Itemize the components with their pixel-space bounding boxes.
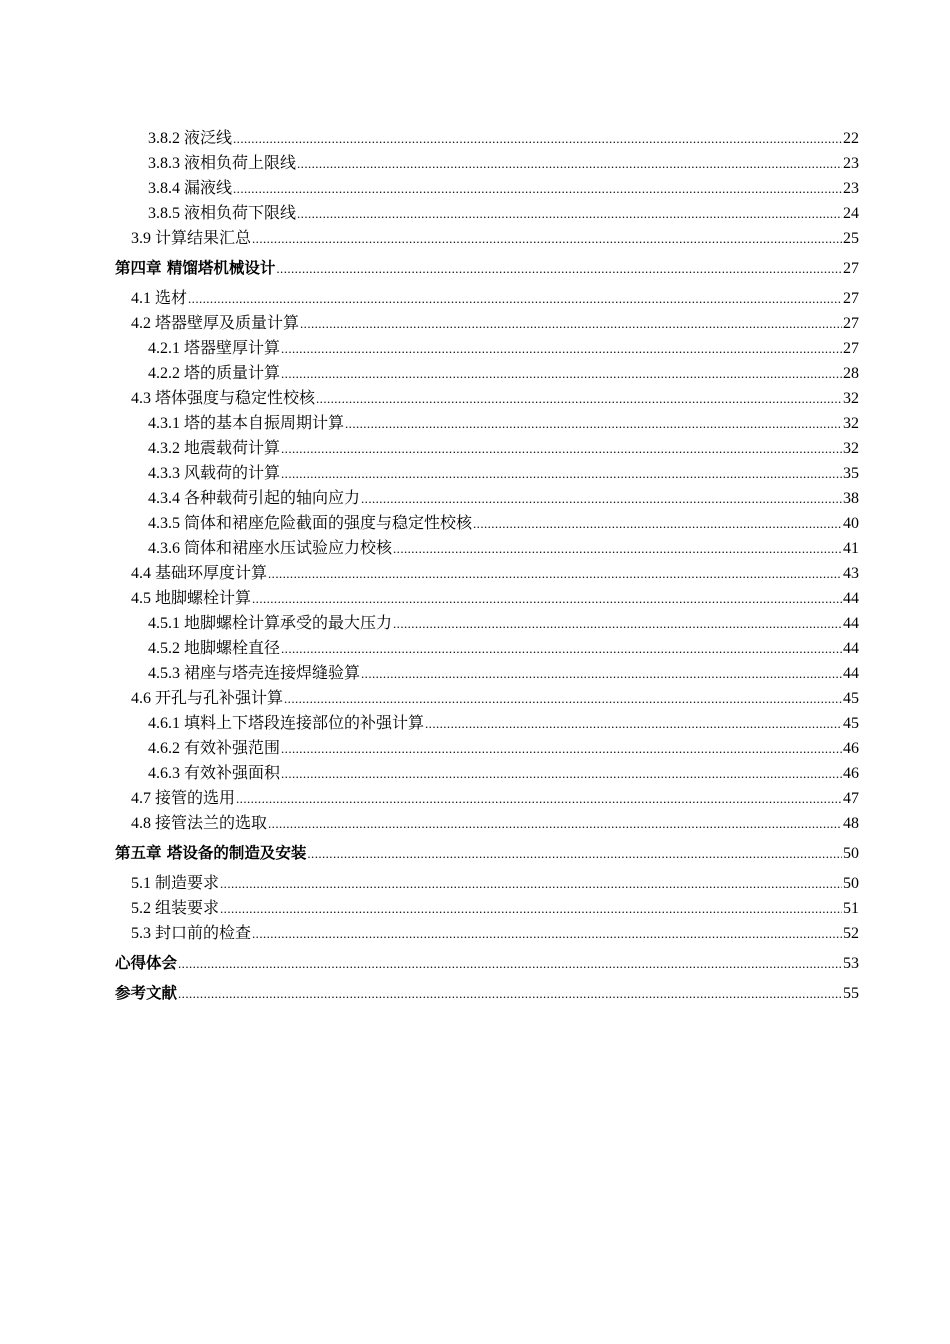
toc-dot-leader <box>473 511 842 536</box>
toc-entry-29[interactable] <box>115 871 859 896</box>
toc-entry-number: 4.6 <box>131 690 151 707</box>
toc-entry-title: 筒体和裙座危险截面的强度与稳定性校核 <box>184 515 473 532</box>
toc-entry-page: 27 <box>843 260 859 277</box>
toc-dot-leader <box>361 661 842 686</box>
toc-entry-number: 4.7 <box>131 790 151 807</box>
toc-entry-title: 塔的质量计算 <box>184 365 281 382</box>
toc-entry-title: 塔器壁厚及质量计算 <box>155 315 300 332</box>
toc-dot-leader <box>393 611 842 636</box>
table-of-contents <box>115 126 859 1011</box>
toc-entry-page: 38 <box>843 490 859 507</box>
toc-entry-number: 5.1 <box>131 875 151 892</box>
toc-dot-leader <box>252 586 842 611</box>
toc-entry-26[interactable] <box>115 786 859 811</box>
toc-entry-7[interactable] <box>115 311 859 336</box>
toc-dot-leader <box>276 256 842 281</box>
toc-entry-2[interactable] <box>115 176 859 201</box>
toc-entry-title: 选材 <box>155 290 188 307</box>
toc-entry-33[interactable] <box>115 981 859 1006</box>
toc-entry-page: 50 <box>843 845 859 862</box>
toc-entry-title: 风载荷的计算 <box>184 465 281 482</box>
toc-entry-22[interactable] <box>115 686 859 711</box>
toc-entry-number: 4.4 <box>131 565 151 582</box>
toc-entry-page: 35 <box>843 465 859 482</box>
toc-entry-page: 32 <box>843 440 859 457</box>
toc-entry-page: 44 <box>843 590 859 607</box>
toc-entry-17[interactable] <box>115 561 859 586</box>
toc-entry-25[interactable] <box>115 761 859 786</box>
toc-entry-page: 24 <box>843 205 859 222</box>
toc-entry-8[interactable] <box>115 336 859 361</box>
toc-entry-19[interactable] <box>115 611 859 636</box>
toc-entry-number: 4.3.6 <box>148 540 180 557</box>
toc-entry-title: 制造要求 <box>155 875 220 892</box>
toc-entry-number: 4.3.4 <box>148 490 180 507</box>
toc-entry-title: 第四章 精馏塔机械设计 <box>115 259 276 277</box>
toc-dot-leader <box>297 201 842 226</box>
toc-entry-page: 44 <box>843 615 859 632</box>
toc-entry-title: 地震载荷计算 <box>184 440 281 457</box>
toc-entry-page: 47 <box>843 790 859 807</box>
toc-entry-title: 参考文献 <box>115 984 178 1002</box>
toc-entry-page: 44 <box>843 640 859 657</box>
toc-dot-leader <box>281 761 842 786</box>
toc-entry-15[interactable] <box>115 511 859 536</box>
toc-entry-number: 4.3.2 <box>148 440 180 457</box>
toc-entry-27[interactable] <box>115 811 859 836</box>
toc-entry-page: 23 <box>843 155 859 172</box>
toc-entry-12[interactable] <box>115 436 859 461</box>
toc-entry-page: 40 <box>843 515 859 532</box>
toc-entry-page: 27 <box>843 290 859 307</box>
toc-entry-23[interactable] <box>115 711 859 736</box>
toc-entry-title: 地脚螺栓直径 <box>184 640 281 657</box>
toc-entry-13[interactable] <box>115 461 859 486</box>
toc-entry-page: 51 <box>843 900 859 917</box>
toc-entry-page: 44 <box>843 665 859 682</box>
toc-entry-title: 裙座与塔壳连接焊缝验算 <box>184 665 361 682</box>
toc-entry-page: 52 <box>843 925 859 942</box>
toc-entry-number: 4.5.2 <box>148 640 180 657</box>
toc-dot-leader <box>281 736 842 761</box>
toc-entry-title: 填料上下塔段连接部位的补强计算 <box>184 715 425 732</box>
toc-entry-title: 心得体会 <box>115 954 178 972</box>
toc-entry-page: 46 <box>843 740 859 757</box>
toc-entry-number: 5.2 <box>131 900 151 917</box>
toc-entry-title: 筒体和裙座水压试验应力校核 <box>184 540 393 557</box>
toc-entry-number: 4.2.1 <box>148 340 180 357</box>
toc-entry-page: 53 <box>843 955 859 972</box>
toc-entry-number: 4.1 <box>131 290 151 307</box>
toc-dot-leader <box>345 411 842 436</box>
toc-entry-6[interactable] <box>115 286 859 311</box>
toc-entry-14[interactable] <box>115 486 859 511</box>
toc-entry-title: 接管的选用 <box>155 790 236 807</box>
toc-dot-leader <box>178 981 842 1006</box>
toc-dot-leader <box>281 636 842 661</box>
toc-entry-title: 漏液线 <box>184 180 233 197</box>
toc-entry-page: 55 <box>843 985 859 1002</box>
toc-entry-number: 4.6.1 <box>148 715 180 732</box>
toc-entry-title: 地脚螺栓计算承受的最大压力 <box>184 615 393 632</box>
toc-entry-number: 4.3.1 <box>148 415 180 432</box>
toc-dot-leader <box>178 951 842 976</box>
toc-entry-number: 4.3.3 <box>148 465 180 482</box>
toc-dot-leader <box>268 561 842 586</box>
toc-entry-title: 液相负荷下限线 <box>184 205 297 222</box>
toc-dot-leader <box>425 711 842 736</box>
toc-entry-title: 组装要求 <box>155 900 220 917</box>
toc-entry-number: 3.8.2 <box>148 130 180 147</box>
toc-dot-leader <box>281 361 842 386</box>
toc-entry-11[interactable] <box>115 411 859 436</box>
toc-entry-page: 43 <box>843 565 859 582</box>
toc-entry-number: 4.8 <box>131 815 151 832</box>
toc-entry-number: 3.8.5 <box>148 205 180 222</box>
toc-entry-number: 4.2 <box>131 315 151 332</box>
toc-entry-title: 液泛线 <box>184 130 233 147</box>
toc-dot-leader <box>393 536 842 561</box>
toc-entry-9[interactable] <box>115 361 859 386</box>
toc-entry-title: 各种载荷引起的轴向应力 <box>184 490 361 507</box>
toc-dot-leader <box>307 841 842 866</box>
toc-entry-1[interactable] <box>115 151 859 176</box>
toc-entry-number: 3.9 <box>131 230 151 247</box>
toc-entry-page: 27 <box>843 340 859 357</box>
toc-entry-title: 接管法兰的选取 <box>155 815 268 832</box>
toc-entry-number: 4.5.3 <box>148 665 180 682</box>
toc-dot-leader <box>284 686 842 711</box>
toc-entry-title: 地脚螺栓计算 <box>155 590 252 607</box>
toc-entry-page: 45 <box>843 715 859 732</box>
toc-dot-leader <box>281 336 842 361</box>
toc-entry-number: 3.8.3 <box>148 155 180 172</box>
toc-entry-30[interactable] <box>115 896 859 921</box>
toc-dot-leader <box>220 896 842 921</box>
toc-entry-title: 有效补强范围 <box>184 740 281 757</box>
toc-entry-page: 50 <box>843 875 859 892</box>
toc-entry-10[interactable] <box>115 386 859 411</box>
toc-entry-page: 41 <box>843 540 859 557</box>
toc-entry-3[interactable] <box>115 201 859 226</box>
toc-entry-number: 5.3 <box>131 925 151 942</box>
toc-entry-number: 4.6.3 <box>148 765 180 782</box>
toc-entry-16[interactable] <box>115 536 859 561</box>
toc-entry-number: 4.2.2 <box>148 365 180 382</box>
toc-entry-page: 46 <box>843 765 859 782</box>
toc-dot-leader <box>316 386 842 411</box>
toc-entry-page: 25 <box>843 230 859 247</box>
toc-dot-leader <box>188 286 842 311</box>
toc-dot-leader <box>252 226 842 251</box>
toc-entry-title: 塔体强度与稳定性校核 <box>155 390 316 407</box>
toc-entry-title: 基础环厚度计算 <box>155 565 268 582</box>
toc-entry-title: 第五章 塔设备的制造及安装 <box>115 844 307 862</box>
toc-entry-24[interactable] <box>115 736 859 761</box>
toc-entry-0[interactable] <box>115 126 859 151</box>
toc-dot-leader <box>268 811 842 836</box>
toc-entry-5[interactable] <box>115 256 859 281</box>
toc-entry-title: 塔器壁厚计算 <box>184 340 281 357</box>
toc-entry-number: 4.5 <box>131 590 151 607</box>
toc-entry-20[interactable] <box>115 636 859 661</box>
toc-entry-28[interactable] <box>115 841 859 866</box>
toc-entry-number: 3.8.4 <box>148 180 180 197</box>
toc-entry-number: 4.3 <box>131 390 151 407</box>
toc-entry-18[interactable] <box>115 586 859 611</box>
toc-dot-leader <box>281 436 842 461</box>
toc-entry-page: 32 <box>843 390 859 407</box>
toc-entry-page: 48 <box>843 815 859 832</box>
toc-entry-page: 27 <box>843 315 859 332</box>
toc-entry-page: 45 <box>843 690 859 707</box>
toc-dot-leader <box>281 461 842 486</box>
toc-entry-21[interactable] <box>115 661 859 686</box>
toc-entry-page: 23 <box>843 180 859 197</box>
toc-entry-number: 4.6.2 <box>148 740 180 757</box>
toc-dot-leader <box>220 871 842 896</box>
toc-entry-number: 4.3.5 <box>148 515 180 532</box>
toc-dot-leader <box>233 176 842 201</box>
toc-entry-31[interactable] <box>115 921 859 946</box>
toc-entry-page: 22 <box>843 130 859 147</box>
toc-entry-title: 封口前的检查 <box>155 925 252 942</box>
toc-dot-leader <box>297 151 842 176</box>
toc-entry-title: 塔的基本自振周期计算 <box>184 415 345 432</box>
toc-dot-leader <box>361 486 842 511</box>
toc-entry-4[interactable] <box>115 226 859 251</box>
toc-dot-leader <box>233 126 842 151</box>
toc-entry-title: 开孔与孔补强计算 <box>155 690 284 707</box>
toc-dot-leader <box>252 921 842 946</box>
toc-entry-title: 有效补强面积 <box>184 765 281 782</box>
toc-entry-title: 液相负荷上限线 <box>184 155 297 172</box>
toc-entry-number: 4.5.1 <box>148 615 180 632</box>
toc-entry-title: 计算结果汇总 <box>155 230 252 247</box>
toc-dot-leader <box>300 311 842 336</box>
toc-dot-leader <box>236 786 842 811</box>
toc-entry-32[interactable] <box>115 951 859 976</box>
toc-entry-page: 28 <box>843 365 859 382</box>
toc-entry-page: 32 <box>843 415 859 432</box>
